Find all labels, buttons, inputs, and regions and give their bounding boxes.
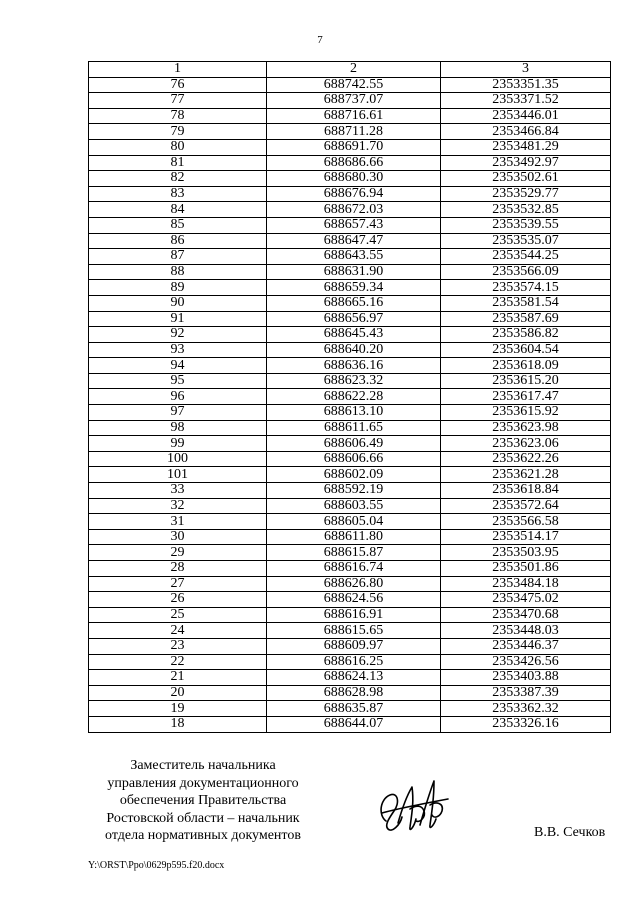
y-coordinate-cell: 2353604.54 bbox=[441, 342, 611, 358]
signatory-title-line: обеспечения Правительства bbox=[119, 793, 287, 809]
point-number-cell: 93 bbox=[89, 342, 267, 358]
point-number-cell: 81 bbox=[89, 155, 267, 171]
point-number-cell: 33 bbox=[89, 483, 267, 499]
table-row bbox=[89, 233, 611, 249]
x-coordinate-cell: 688626.80 bbox=[267, 576, 441, 592]
x-coordinate-cell: 688602.09 bbox=[267, 467, 441, 483]
point-number-cell: 88 bbox=[89, 264, 267, 280]
y-coordinate-cell: 2353618.84 bbox=[441, 483, 611, 499]
x-coordinate-cell: 688605.04 bbox=[267, 514, 441, 530]
x-coordinate-cell: 688603.55 bbox=[267, 498, 441, 514]
y-coordinate-cell: 2353586.82 bbox=[441, 327, 611, 343]
x-coordinate-cell: 688631.90 bbox=[267, 264, 441, 280]
y-coordinate-cell: 2353566.58 bbox=[441, 514, 611, 530]
table-row bbox=[89, 670, 611, 686]
y-coordinate-cell: 2353535.07 bbox=[441, 233, 611, 249]
y-coordinate-cell: 2353466.84 bbox=[441, 124, 611, 140]
x-coordinate-cell: 688643.55 bbox=[267, 249, 441, 265]
point-number-cell: 82 bbox=[89, 171, 267, 187]
y-coordinate-cell: 2353446.37 bbox=[441, 638, 611, 654]
x-coordinate-cell: 688606.49 bbox=[267, 436, 441, 452]
column-header: 1 bbox=[89, 62, 267, 78]
table-row bbox=[89, 638, 611, 654]
y-coordinate-cell: 2353529.77 bbox=[441, 186, 611, 202]
table-row bbox=[89, 623, 611, 639]
table-row bbox=[89, 483, 611, 499]
point-number-cell: 32 bbox=[89, 498, 267, 514]
point-number-cell: 23 bbox=[89, 638, 267, 654]
handwritten-signature-icon bbox=[376, 775, 452, 839]
point-number-cell: 100 bbox=[89, 451, 267, 467]
coordinates-table bbox=[88, 61, 611, 733]
y-coordinate-cell: 2353502.61 bbox=[441, 171, 611, 187]
y-coordinate-cell: 2353514.17 bbox=[441, 529, 611, 545]
x-coordinate-cell: 688737.07 bbox=[267, 93, 441, 109]
column-header: 2 bbox=[267, 62, 441, 78]
y-coordinate-cell: 2353615.92 bbox=[441, 405, 611, 421]
file-path: Y:\ORST\Ppo\0629p595.f20.docx bbox=[88, 860, 225, 871]
table-row bbox=[89, 373, 611, 389]
point-number-cell: 18 bbox=[89, 716, 267, 732]
y-coordinate-cell: 2353470.68 bbox=[441, 607, 611, 623]
signatory-title-line: Заместитель начальника bbox=[130, 758, 276, 773]
point-number-cell: 95 bbox=[89, 373, 267, 389]
point-number-cell: 31 bbox=[89, 514, 267, 530]
table-row bbox=[89, 280, 611, 296]
y-coordinate-cell: 2353481.29 bbox=[441, 139, 611, 155]
point-number-cell: 30 bbox=[89, 529, 267, 545]
table-row bbox=[89, 592, 611, 608]
point-number-cell: 87 bbox=[89, 249, 267, 265]
y-coordinate-cell: 2353362.32 bbox=[441, 701, 611, 717]
table-row bbox=[89, 327, 611, 343]
table-row bbox=[89, 389, 611, 405]
point-number-cell: 97 bbox=[89, 405, 267, 421]
x-coordinate-cell: 688742.55 bbox=[267, 77, 441, 93]
x-coordinate-cell: 688645.43 bbox=[267, 327, 441, 343]
table-row bbox=[89, 139, 611, 155]
table-row bbox=[89, 108, 611, 124]
point-number-cell: 85 bbox=[89, 217, 267, 233]
table-row bbox=[89, 716, 611, 732]
x-coordinate-cell: 688611.80 bbox=[267, 529, 441, 545]
y-coordinate-cell: 2353532.85 bbox=[441, 202, 611, 218]
y-coordinate-cell: 2353623.98 bbox=[441, 420, 611, 436]
point-number-cell: 90 bbox=[89, 295, 267, 311]
table-row bbox=[89, 514, 611, 530]
point-number-cell: 20 bbox=[89, 685, 267, 701]
point-number-cell: 84 bbox=[89, 202, 267, 218]
table-row bbox=[89, 264, 611, 280]
point-number-cell: 29 bbox=[89, 545, 267, 561]
signatory-name: В.В. Сечков bbox=[534, 825, 606, 840]
x-coordinate-cell: 688622.28 bbox=[267, 389, 441, 405]
x-coordinate-cell: 688716.61 bbox=[267, 108, 441, 124]
point-number-cell: 76 bbox=[89, 77, 267, 93]
x-coordinate-cell: 688656.97 bbox=[267, 311, 441, 327]
table-row bbox=[89, 576, 611, 592]
x-coordinate-cell: 688691.70 bbox=[267, 139, 441, 155]
point-number-cell: 91 bbox=[89, 311, 267, 327]
y-coordinate-cell: 2353492.97 bbox=[441, 155, 611, 171]
x-coordinate-cell: 688615.65 bbox=[267, 623, 441, 639]
y-coordinate-cell: 2353351.35 bbox=[441, 77, 611, 93]
y-coordinate-cell: 2353621.28 bbox=[441, 467, 611, 483]
x-coordinate-cell: 688686.66 bbox=[267, 155, 441, 171]
y-coordinate-cell: 2353403.88 bbox=[441, 670, 611, 686]
y-coordinate-cell: 2353446.01 bbox=[441, 108, 611, 124]
x-coordinate-cell: 688609.97 bbox=[267, 638, 441, 654]
table-row bbox=[89, 420, 611, 436]
point-number-cell: 28 bbox=[89, 561, 267, 577]
table-row bbox=[89, 498, 611, 514]
point-number-cell: 21 bbox=[89, 670, 267, 686]
y-coordinate-cell: 2353572.64 bbox=[441, 498, 611, 514]
x-coordinate-cell: 688624.56 bbox=[267, 592, 441, 608]
signatory-title-line: управления документационного bbox=[107, 775, 299, 791]
x-coordinate-cell: 688676.94 bbox=[267, 186, 441, 202]
y-coordinate-cell: 2353574.15 bbox=[441, 280, 611, 296]
x-coordinate-cell: 688640.20 bbox=[267, 342, 441, 358]
y-coordinate-cell: 2353371.52 bbox=[441, 93, 611, 109]
point-number-cell: 22 bbox=[89, 654, 267, 670]
y-coordinate-cell: 2353387.39 bbox=[441, 685, 611, 701]
y-coordinate-cell: 2353617.47 bbox=[441, 389, 611, 405]
table-row bbox=[89, 77, 611, 93]
table-row bbox=[89, 451, 611, 467]
signatory-title-line: Ростовской области – начальник bbox=[106, 810, 300, 826]
table-row bbox=[89, 217, 611, 233]
table-row bbox=[89, 124, 611, 140]
point-number-cell: 77 bbox=[89, 93, 267, 109]
point-number-cell: 101 bbox=[89, 467, 267, 483]
page-number: 7 bbox=[317, 34, 323, 46]
signatory-title bbox=[88, 757, 318, 845]
table-row bbox=[89, 467, 611, 483]
x-coordinate-cell: 688644.07 bbox=[267, 716, 441, 732]
table-row bbox=[89, 529, 611, 545]
y-coordinate-cell: 2353622.26 bbox=[441, 451, 611, 467]
y-coordinate-cell: 2353448.03 bbox=[441, 623, 611, 639]
y-coordinate-cell: 2353566.09 bbox=[441, 264, 611, 280]
x-coordinate-cell: 688636.16 bbox=[267, 358, 441, 374]
point-number-cell: 27 bbox=[89, 576, 267, 592]
point-number-cell: 96 bbox=[89, 389, 267, 405]
table-row bbox=[89, 358, 611, 374]
y-coordinate-cell: 2353426.56 bbox=[441, 654, 611, 670]
x-coordinate-cell: 688665.16 bbox=[267, 295, 441, 311]
x-coordinate-cell: 688592.19 bbox=[267, 483, 441, 499]
x-coordinate-cell: 688672.03 bbox=[267, 202, 441, 218]
table-row bbox=[89, 545, 611, 561]
point-number-cell: 98 bbox=[89, 420, 267, 436]
table-row bbox=[89, 436, 611, 452]
x-coordinate-cell: 688711.28 bbox=[267, 124, 441, 140]
y-coordinate-cell: 2353544.25 bbox=[441, 249, 611, 265]
y-coordinate-cell: 2353539.55 bbox=[441, 217, 611, 233]
y-coordinate-cell: 2353615.20 bbox=[441, 373, 611, 389]
table-row bbox=[89, 342, 611, 358]
y-coordinate-cell: 2353587.69 bbox=[441, 311, 611, 327]
table-row bbox=[89, 249, 611, 265]
point-number-cell: 26 bbox=[89, 592, 267, 608]
point-number-cell: 92 bbox=[89, 327, 267, 343]
table-row bbox=[89, 171, 611, 187]
table-row bbox=[89, 202, 611, 218]
y-coordinate-cell: 2353501.86 bbox=[441, 561, 611, 577]
point-number-cell: 89 bbox=[89, 280, 267, 296]
table-row bbox=[89, 561, 611, 577]
y-coordinate-cell: 2353623.06 bbox=[441, 436, 611, 452]
x-coordinate-cell: 688615.87 bbox=[267, 545, 441, 561]
table-row bbox=[89, 685, 611, 701]
x-coordinate-cell: 688635.87 bbox=[267, 701, 441, 717]
point-number-cell: 24 bbox=[89, 623, 267, 639]
table-row bbox=[89, 155, 611, 171]
x-coordinate-cell: 688613.10 bbox=[267, 405, 441, 421]
table-row bbox=[89, 295, 611, 311]
x-coordinate-cell: 688616.74 bbox=[267, 561, 441, 577]
point-number-cell: 83 bbox=[89, 186, 267, 202]
y-coordinate-cell: 2353484.18 bbox=[441, 576, 611, 592]
x-coordinate-cell: 688659.34 bbox=[267, 280, 441, 296]
table-row bbox=[89, 607, 611, 623]
point-number-cell: 19 bbox=[89, 701, 267, 717]
x-coordinate-cell: 688657.43 bbox=[267, 217, 441, 233]
point-number-cell: 94 bbox=[89, 358, 267, 374]
table-row bbox=[89, 311, 611, 327]
x-coordinate-cell: 688611.65 bbox=[267, 420, 441, 436]
table-row bbox=[89, 701, 611, 717]
point-number-cell: 79 bbox=[89, 124, 267, 140]
table-row bbox=[89, 405, 611, 421]
y-coordinate-cell: 2353326.16 bbox=[441, 716, 611, 732]
x-coordinate-cell: 688624.13 bbox=[267, 670, 441, 686]
y-coordinate-cell: 2353581.54 bbox=[441, 295, 611, 311]
x-coordinate-cell: 688616.91 bbox=[267, 607, 441, 623]
y-coordinate-cell: 2353503.95 bbox=[441, 545, 611, 561]
table-row bbox=[89, 654, 611, 670]
point-number-cell: 80 bbox=[89, 139, 267, 155]
x-coordinate-cell: 688623.32 bbox=[267, 373, 441, 389]
x-coordinate-cell: 688680.30 bbox=[267, 171, 441, 187]
y-coordinate-cell: 2353475.02 bbox=[441, 592, 611, 608]
point-number-cell: 86 bbox=[89, 233, 267, 249]
point-number-cell: 99 bbox=[89, 436, 267, 452]
table-row bbox=[89, 186, 611, 202]
point-number-cell: 25 bbox=[89, 607, 267, 623]
signatory-title-line: отдела нормативных документов bbox=[105, 828, 301, 844]
table-header-row bbox=[89, 62, 611, 78]
x-coordinate-cell: 688616.25 bbox=[267, 654, 441, 670]
column-header: 3 bbox=[441, 62, 611, 78]
table-row bbox=[89, 93, 611, 109]
x-coordinate-cell: 688606.66 bbox=[267, 451, 441, 467]
x-coordinate-cell: 688647.47 bbox=[267, 233, 441, 249]
y-coordinate-cell: 2353618.09 bbox=[441, 358, 611, 374]
x-coordinate-cell: 688628.98 bbox=[267, 685, 441, 701]
point-number-cell: 78 bbox=[89, 108, 267, 124]
